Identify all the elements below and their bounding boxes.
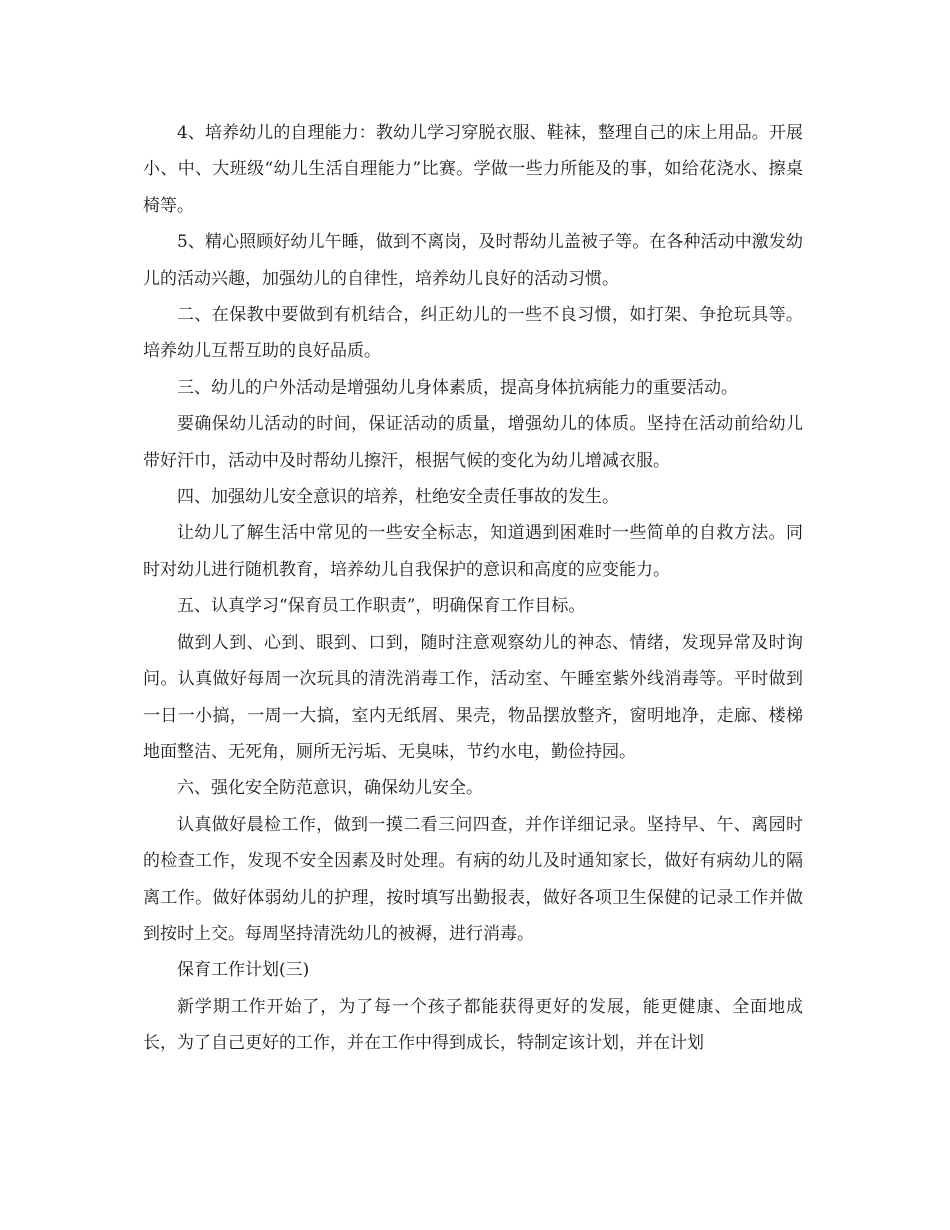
- paragraph-nap-care: 5、精心照顾好幼儿午睡，做到不离岗，及时帮幼儿盖被子等。在各种活动中激发幼儿的活动兴趣，加强幼儿的自律性，培养幼儿良好的活动习惯。: [143, 232, 803, 289]
- paragraph-section-four: 四、加强幼儿安全意识的培养，杜绝安全责任事故的发生。: [177, 487, 619, 508]
- paragraph-new-semester: 新学期工作开始了，为了每一个孩子都能获得更好的发展，能更健康、全面地成长，为了自己更好的工作，并在工作中得到成长，特制定该计划，并在计划: [143, 996, 803, 1054]
- paragraph-outdoor-activity: 要确保幼儿活动的时间，保证活动的质量，增强幼儿的体质。坚持在活动前给幼儿带好汗巾，活动中及时帮幼儿擦汗，根据气候的变化为幼儿增减衣服。: [143, 414, 803, 471]
- section-heading-plan-three: 保育工作计划(三): [177, 960, 310, 981]
- paragraph-daily-hygiene: 做到人到、心到、眼到、口到，随时注意观察幼儿的神态、情绪，发现异常及时询问。认真做好每周一次玩具的清洗消毒工作，活动室、午睡室紫外线消毒等。平时做到一日一小搞，一周一大搞，室内无纸屑、果壳，物品摆放整齐，窗明地净，走廊、楼梯地面整洁、无死角，厕所无污垢、无臭味，节约水电，勤俭持园。: [143, 632, 803, 762]
- paragraph-section-three: 三、幼儿的户外活动是增强幼儿身体素质，提高身体抗病能力的重要活动。: [177, 377, 738, 398]
- document-body: [143, 115, 803, 1062]
- paragraph-section-two: 二、在保教中要做到有机结合，纠正幼儿的一些不良习惯，如打架、争抢玩具等。培养幼儿互帮互助的良好品质。: [143, 305, 803, 362]
- paragraph-morning-check: 认真做好晨检工作，做到一摸二看三问四查，并作详细记录。坚持早、午、离园时的检查工作，发现不安全因素及时处理。有病的幼儿及时通知家长，做好有病幼儿的隔离工作。做好体弱幼儿的护理，按时填写出勤报表，做好各项卫生保健的记录工作并做到按时上交。每周坚持清洗幼儿的被褥，进行消毒。: [143, 814, 803, 944]
- paragraph-safety-signs: 让幼儿了解生活中常见的一些安全标志，知道遇到困难时一些简单的自救方法。同时对幼儿进行随机教育，培养幼儿自我保护的意识和高度的应变能力。: [143, 523, 803, 580]
- paragraph-section-five: 五、认真学习“保育员工作职责”，明确保育工作目标。: [177, 596, 586, 617]
- paragraph-section-six: 六、强化安全防范意识，确保幼儿安全。: [177, 778, 483, 799]
- paragraph-self-care: 4、培养幼儿的自理能力：教幼儿学习穿脱衣服、鞋袜，整理自己的床上用品。开展小、中、大班级“幼儿生活自理能力”比赛。学做一些力所能及的事，如给花浇水、擦桌椅等。: [143, 123, 803, 216]
